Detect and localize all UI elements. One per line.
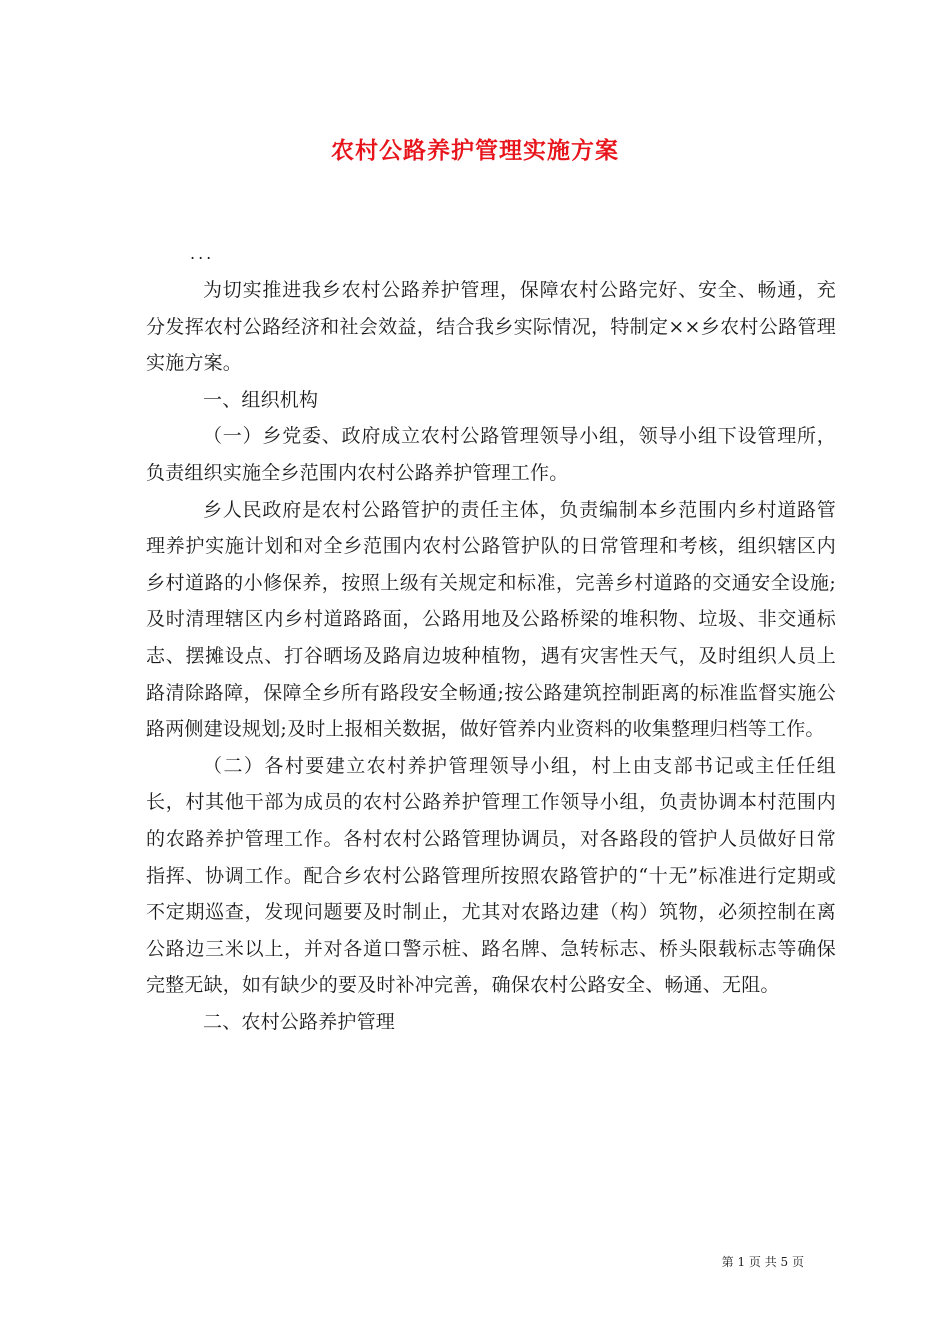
paragraph-intro: 为切实推进我乡农村公路养护管理，保障农村公路完好、安全、畅通，充分发挥农村公路经济和社会效益，结合我乡实际情况，特制定××乡农村公路管理实施方案。 <box>146 279 836 375</box>
document-title: 农村公路养护管理实施方案 <box>331 137 619 164</box>
ellipsis-text: ... <box>190 244 215 263</box>
section-heading-2: 二、农村公路养护管理 <box>203 1010 396 1033</box>
paragraph-government-duty: 乡人民政府是农村公路管护的责任主体，负责编制本乡范围内乡村道路管理养护实施计划和对全乡范围内农村公路管护队的日常管理和考核，组织辖区内乡村道路的小修保养，按照上级有关规定和标准，完善乡村道路的交通安全设施;及时清理辖区内乡村道路路面，公路用地及公路桥梁的堆积物、垃圾、非交通标志、摆摊设点、打谷晒场及路肩边坡种植物，遇有灾害性天气，及时组织人员上路清除路障，保障全乡所有路段安全畅通;按公路建筑控制距离的标准监督实施公路两侧建设规划;及时上报相关数据，做好管养内业资料的收集整理归档等工作。 <box>146 498 836 741</box>
paragraph-subsection-1: （一）乡党委、政府成立农村公路管理领导小组，领导小组下设管理所，负责组织实施全乡范围内农村公路养护管理工作。 <box>146 425 836 484</box>
section-heading-1: 一、组织机构 <box>203 388 319 411</box>
paragraph-subsection-2: （二）各村要建立农村养护管理领导小组，村上由支部书记或主任任组长，村其他干部为成员的农村公路养护管理工作领导小组，负责协调本村范围内的农路养护管理工作。各村农村公路管理协调员，对各路段的管护人员做好日常指挥、协调工作。配合乡农村公路管理所按照农路管护的“十无”标准进行定期或不定期巡查，发现问题要及时制止，尤其对农路边建（构）筑物，必须控制在离公路边三米以上，并对各道口警示桩、路名牌、急转标志、桥头限载标志等确保完整无缺，如有缺少的要及时补冲完善，确保农村公路安全、畅通、无阻。 <box>146 754 836 997</box>
page-number: 第 1 页 共 5 页 <box>721 1255 804 1269</box>
document-body <box>146 272 836 1040</box>
